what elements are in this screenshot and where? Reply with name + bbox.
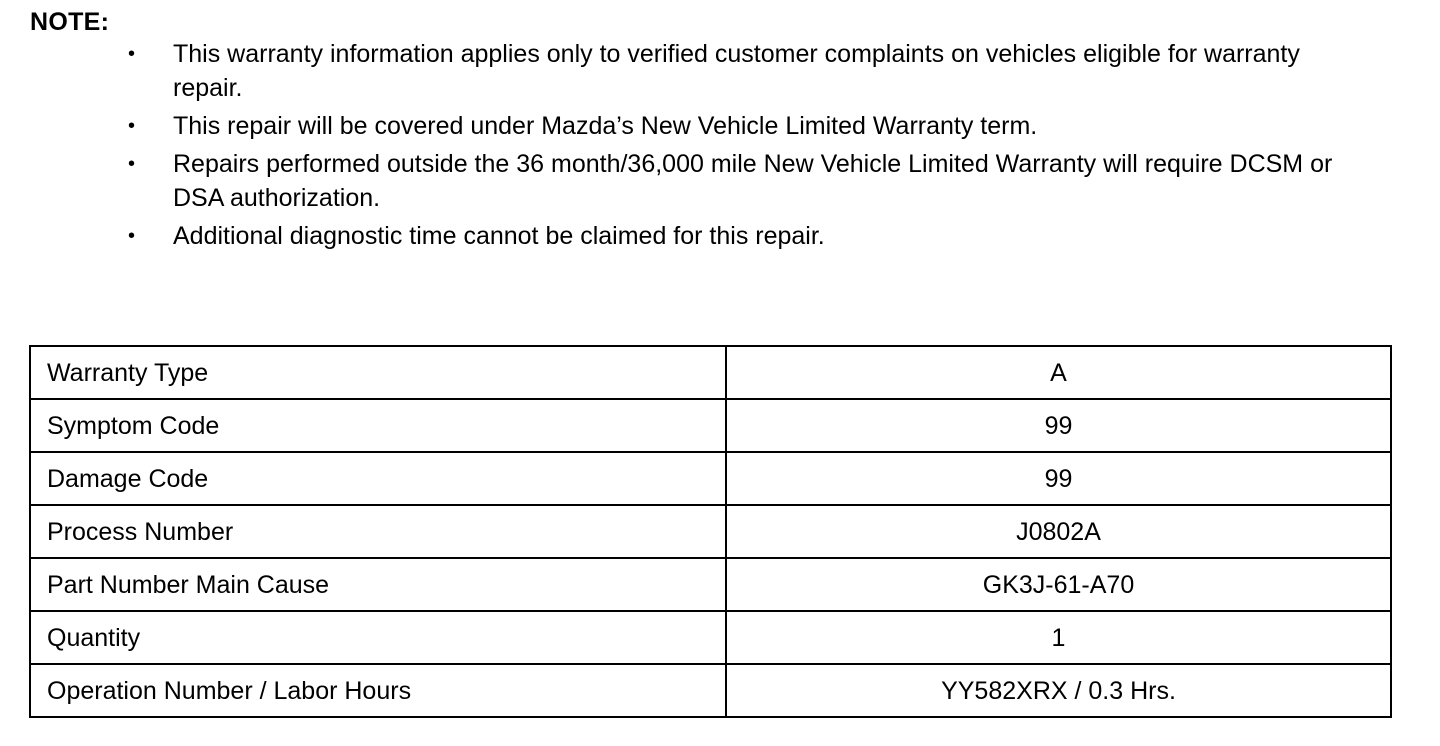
note-list xyxy=(0,37,1440,257)
bullet-icon: • xyxy=(128,153,136,175)
table-row-quantity xyxy=(30,611,1391,664)
row-value: 99 xyxy=(726,399,1391,452)
note-item-authorization xyxy=(0,147,1440,215)
table-row-operation-number xyxy=(30,664,1391,717)
row-label: Damage Code xyxy=(30,452,726,505)
table-row-damage-code xyxy=(30,452,1391,505)
row-label: Part Number Main Cause xyxy=(30,558,726,611)
table-row-warranty-type xyxy=(30,346,1391,399)
note-text: Repairs performed outside the 36 month/36,000 mile New Vehicle Limited Warranty will require DCSM or DSA authorization. xyxy=(173,150,1333,212)
row-value: 99 xyxy=(726,452,1391,505)
row-value: 1 xyxy=(726,611,1391,664)
bullet-icon: • xyxy=(128,225,136,247)
note-text: This warranty information applies only to verified customer complaints on vehicles eligible for warranty repair. xyxy=(173,40,1300,102)
row-label: Operation Number / Labor Hours xyxy=(30,664,726,717)
row-value: YY582XRX / 0.3 Hrs. xyxy=(726,664,1391,717)
row-label: Process Number xyxy=(30,505,726,558)
row-label: Warranty Type xyxy=(30,346,726,399)
warranty-table xyxy=(29,345,1392,718)
note-item-eligibility xyxy=(0,37,1440,105)
note-item-coverage xyxy=(0,109,1440,143)
note-text: This repair will be covered under Mazda’s New Vehicle Limited Warranty term. xyxy=(173,112,1038,140)
note-item-diagnostic-time xyxy=(0,219,1440,253)
row-value: A xyxy=(726,346,1391,399)
bullet-icon: • xyxy=(128,115,136,137)
bullet-icon: • xyxy=(128,43,136,65)
note-heading: NOTE: xyxy=(30,8,110,36)
row-value: GK3J-61-A70 xyxy=(726,558,1391,611)
note-text: Additional diagnostic time cannot be claimed for this repair. xyxy=(173,222,825,250)
row-label: Quantity xyxy=(30,611,726,664)
table-row-part-number xyxy=(30,558,1391,611)
table-row-symptom-code xyxy=(30,399,1391,452)
row-label: Symptom Code xyxy=(30,399,726,452)
row-value: J0802A xyxy=(726,505,1391,558)
table-row-process-number xyxy=(30,505,1391,558)
